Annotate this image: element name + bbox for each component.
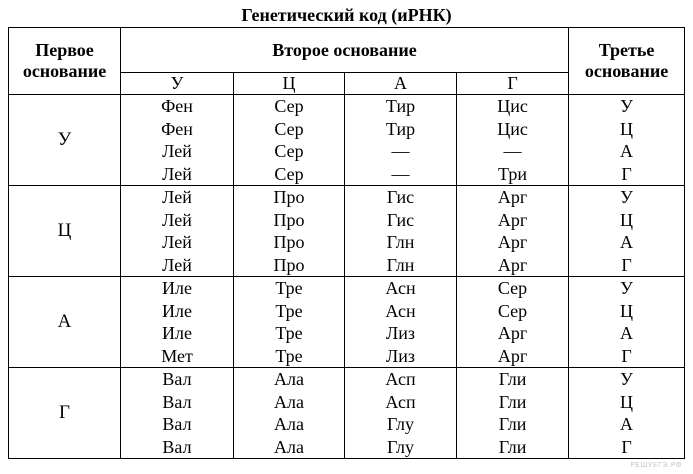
amino-acid: Тре <box>275 345 303 366</box>
amino-acid: Глу <box>386 414 415 434</box>
third-base: Г <box>621 436 632 457</box>
amino-acid: Арг <box>497 345 528 366</box>
amino-acid: Вал <box>162 369 192 389</box>
amino-acid: Гис <box>386 187 415 207</box>
third-base-cell <box>569 186 685 277</box>
third-base-cell <box>569 95 685 186</box>
amino-acid: Вал <box>162 391 192 412</box>
amino-acid: Асп <box>385 369 416 389</box>
amino-acid: Тир <box>385 118 416 139</box>
amino-acid: Гли <box>498 436 527 457</box>
amino-acid: Лей <box>162 187 192 207</box>
amino-acid: Ала <box>274 369 304 389</box>
first-base-cell: У <box>9 95 121 186</box>
amino-acid: Сер <box>274 96 304 116</box>
amino-acid: Ала <box>274 391 304 412</box>
amino-acid: Иле <box>162 300 192 321</box>
table-title: Генетический код (иРНК) <box>241 5 452 25</box>
genetic-code-table <box>8 27 685 459</box>
amino-acid: Про <box>273 232 305 252</box>
amino-acid: Глн <box>386 232 415 252</box>
amino-acid: Арг <box>497 323 528 343</box>
amino-acid: Тир <box>385 96 416 116</box>
amino-acid-cell <box>457 368 569 459</box>
amino-acid-cell <box>457 277 569 368</box>
second-base-label: А <box>345 73 457 95</box>
table-row <box>9 277 685 368</box>
header-third-base: Третье основание <box>569 28 685 95</box>
amino-acid-cell <box>121 95 234 186</box>
amino-acid: Вал <box>162 414 192 434</box>
amino-acid: Иле <box>162 278 192 298</box>
table-row <box>9 186 685 277</box>
amino-acid-cell <box>345 95 457 186</box>
third-base-cell <box>569 368 685 459</box>
third-base: У <box>620 96 633 116</box>
watermark: РЕШУЕГЭ.РФ <box>630 461 682 469</box>
third-base: Г <box>621 254 632 275</box>
third-base: А <box>620 141 634 161</box>
amino-acid: Про <box>273 209 305 230</box>
amino-acid-cell <box>121 277 234 368</box>
third-base: У <box>620 369 633 389</box>
table-row <box>9 368 685 459</box>
third-base-cell <box>569 277 685 368</box>
third-base: У <box>620 187 633 207</box>
amino-acid: Арг <box>497 209 528 230</box>
amino-acid: Мет <box>161 345 193 366</box>
amino-acid: Лей <box>162 209 192 230</box>
amino-acid: Ала <box>274 436 304 457</box>
third-base: У <box>620 278 633 298</box>
amino-acid: Сер <box>274 118 304 139</box>
amino-acid: Про <box>273 254 305 275</box>
amino-acid: Арг <box>497 187 528 207</box>
amino-acid: Арг <box>497 254 528 275</box>
amino-acid-cell <box>345 368 457 459</box>
amino-acid: Гли <box>498 369 527 389</box>
amino-acid: Про <box>273 187 305 207</box>
third-base: Ц <box>620 391 634 412</box>
amino-acid: Лиз <box>386 323 415 343</box>
header-row <box>9 28 685 73</box>
header-first-base: Первое основание <box>9 28 121 95</box>
amino-acid: Лиз <box>386 345 415 366</box>
second-base-label: Ц <box>234 73 345 95</box>
amino-acid: Иле <box>162 323 192 343</box>
first-base-cell: Ц <box>9 186 121 277</box>
amino-acid: Тре <box>275 300 303 321</box>
amino-acid: Ала <box>274 414 304 434</box>
amino-acid: — <box>503 141 522 161</box>
amino-acid-cell <box>345 186 457 277</box>
amino-acid: Лей <box>162 141 192 161</box>
amino-acid-cell <box>234 368 345 459</box>
second-base-label: У <box>121 73 234 95</box>
amino-acid: Тре <box>275 278 303 298</box>
third-base: Г <box>621 345 632 366</box>
amino-acid: Лей <box>162 232 192 252</box>
third-base: А <box>620 232 634 252</box>
amino-acid: Фен <box>161 96 193 116</box>
first-base-cell: Г <box>9 368 121 459</box>
amino-acid: Цис <box>497 96 528 116</box>
amino-acid-cell <box>457 186 569 277</box>
amino-acid: Асп <box>385 391 416 412</box>
amino-acid-cell <box>121 368 234 459</box>
third-base: Ц <box>620 209 634 230</box>
amino-acid: Арг <box>497 232 528 252</box>
amino-acid: Гли <box>498 391 527 412</box>
third-base: Г <box>621 163 632 184</box>
header-second-base: Второе основание <box>121 28 569 73</box>
second-base-label: Г <box>457 73 569 95</box>
amino-acid-cell <box>234 186 345 277</box>
amino-acid: Асн <box>385 300 416 321</box>
table-row <box>9 95 685 186</box>
amino-acid-cell <box>457 95 569 186</box>
amino-acid: Глн <box>386 254 415 275</box>
third-base: А <box>620 323 634 343</box>
amino-acid: Сер <box>274 163 304 184</box>
amino-acid: — <box>391 141 410 161</box>
first-base-cell: А <box>9 277 121 368</box>
amino-acid: Гис <box>386 209 415 230</box>
amino-acid: Гли <box>498 414 527 434</box>
amino-acid-cell <box>121 186 234 277</box>
amino-acid: Вал <box>162 436 192 457</box>
amino-acid-cell <box>234 277 345 368</box>
amino-acid: Три <box>498 163 527 184</box>
amino-acid: — <box>391 163 410 184</box>
amino-acid: Цис <box>497 118 528 139</box>
amino-acid: Лей <box>162 254 192 275</box>
amino-acid: Фен <box>161 118 193 139</box>
third-base: А <box>620 414 634 434</box>
amino-acid: Лей <box>162 163 192 184</box>
amino-acid: Сер <box>274 141 304 161</box>
amino-acid-cell <box>345 277 457 368</box>
amino-acid: Сер <box>497 300 528 321</box>
third-base: Ц <box>620 300 634 321</box>
amino-acid: Тре <box>275 323 303 343</box>
amino-acid: Асн <box>385 278 416 298</box>
third-base: Ц <box>620 118 634 139</box>
amino-acid: Сер <box>497 278 528 298</box>
amino-acid-cell <box>234 95 345 186</box>
amino-acid: Глу <box>386 436 415 457</box>
